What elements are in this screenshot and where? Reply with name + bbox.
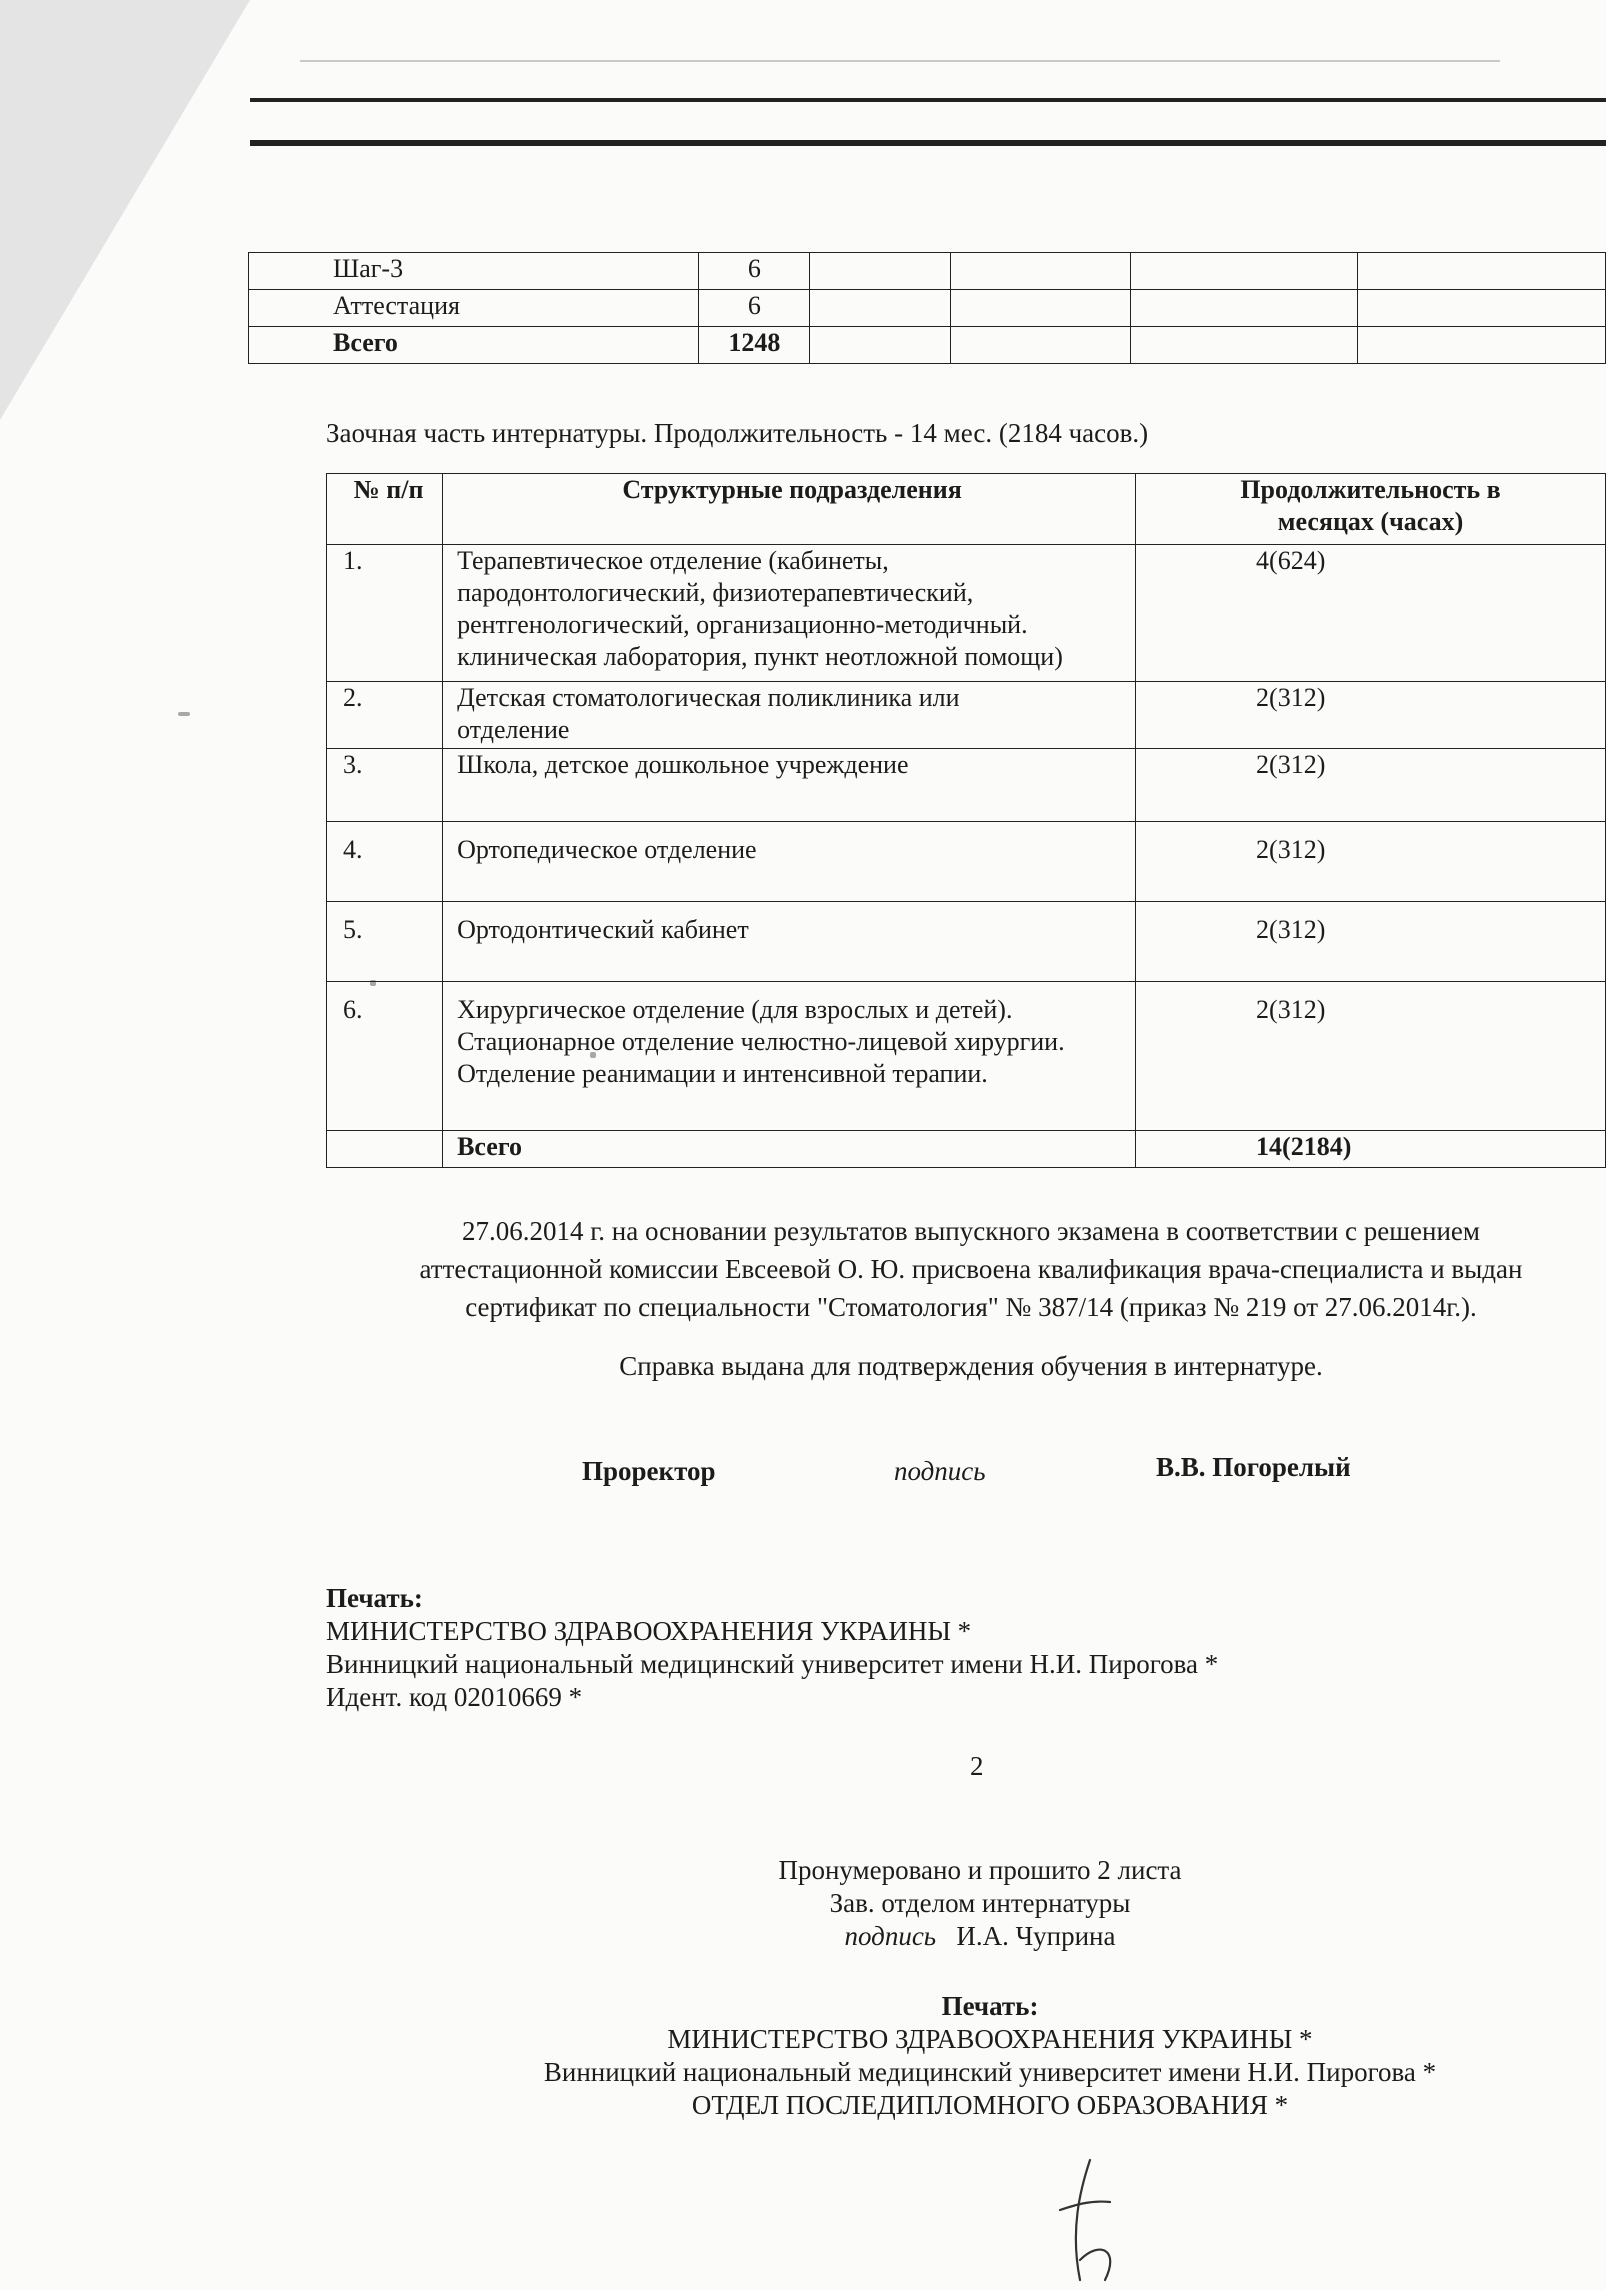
row-dept [443, 902, 1136, 982]
table-cell-empty [1358, 290, 1606, 327]
signature-note: подпись [894, 1456, 986, 1486]
table-row-total [249, 327, 1606, 364]
dept-line: Ортодонтический кабинет [457, 915, 749, 944]
binding-line: Пронумеровано и прошито 2 листа [778, 1855, 1182, 1885]
row-dept [443, 749, 1136, 822]
row-dept [443, 682, 1136, 749]
total-value: 14(2184) [1136, 1131, 1606, 1168]
row-num: 2. [327, 682, 443, 749]
page-number: 2 [970, 1751, 984, 1781]
row-num: 1. [327, 545, 443, 682]
decision-line: 27.06.2014 г. на основании результатов выпускного экзамена в соответствии с решением [462, 1216, 1480, 1246]
row-num: 6. [327, 982, 443, 1131]
stamp-line: ОТДЕЛ ПОСЛЕДИПЛОМНОГО ОБРАЗОВАНИЯ * [691, 2090, 1289, 2120]
scan-edge-line [250, 98, 1606, 102]
dept-line: клиническая лаборатория, пункт неотложной помощи) [457, 642, 1063, 671]
table-row [327, 902, 1606, 982]
dept-line: Ортопедическое отделение [457, 835, 757, 864]
table-cell-label: Всего [249, 327, 699, 364]
stamp-line: Винницкий национальный медицинский университет имени Н.И. Пирогова * [326, 1649, 1219, 1679]
header-duration-line: месяцах (часах) [1277, 507, 1464, 536]
binding-name: И.А. Чуприна [956, 1921, 1116, 1951]
table-row [249, 290, 1606, 327]
table-row [327, 822, 1606, 902]
stamp-line: Идент. код 02010669 * [326, 1682, 583, 1712]
scan-dust-mark [178, 712, 190, 716]
dept-line: Стационарное отделение челюстно-лицевой хирургии. [457, 1027, 1065, 1056]
binding-note [700, 1854, 1260, 1953]
binding-sign-note: подпись [844, 1921, 937, 1951]
extramural-table [326, 473, 1606, 1168]
dept-line: рентгенологический, организационно-методичный. [457, 610, 1028, 639]
table-cell-empty [950, 290, 1130, 327]
scan-edge-line [250, 140, 1606, 146]
total-label: Всего [443, 1131, 1136, 1168]
table-cell-value: 6 [699, 290, 810, 327]
internship-hours-table [248, 252, 1606, 364]
row-duration: 2(312) [1136, 822, 1606, 902]
row-num: 3. [327, 749, 443, 822]
signatory-position: Проректор [582, 1456, 716, 1486]
row-num: 5. [327, 902, 443, 982]
header-duration-line: Продолжительность в [1240, 475, 1501, 504]
row-dept [443, 545, 1136, 682]
row-num: 4. [327, 822, 443, 902]
dept-line: Терапевтическое отделение (кабинеты, [457, 546, 889, 575]
decision-line: сертификат по специальности "Стоматология" № 387/14 (приказ № 219 от 27.06.2014г.). [465, 1292, 1477, 1322]
table-cell-empty [1130, 290, 1358, 327]
dept-line: Детская стоматологическая поликлиника или [457, 683, 960, 712]
table-cell-empty [1130, 327, 1358, 364]
row-dept [443, 982, 1136, 1131]
row-duration: 2(312) [1136, 902, 1606, 982]
row-num-empty [327, 1131, 443, 1168]
dept-line: отделение [457, 715, 570, 744]
header-duration [1136, 474, 1606, 545]
row-duration: 2(312) [1136, 682, 1606, 749]
table-row-total [327, 1131, 1606, 1168]
header-dept: Структурные подразделения [443, 474, 1136, 545]
handwritten-signature [1050, 2150, 1150, 2290]
row-duration: 2(312) [1136, 982, 1606, 1131]
dept-line: Хирургическое отделение (для взрослых и детей). [457, 995, 1013, 1024]
row-dept [443, 822, 1136, 902]
table-cell-label: Аттестация [249, 290, 699, 327]
extramural-caption: Заочная часть интернатуры. Продолжительность - 14 мес. (2184 часов.) [326, 418, 1149, 448]
dept-line: Отделение реанимации и интенсивной терапии. [457, 1059, 988, 1088]
table-cell-empty [810, 290, 951, 327]
table-row [327, 682, 1606, 749]
stamp-line: МИНИСТЕРСТВО ЗДРАВООХРАНЕНИЯ УКРАИНЫ * [667, 2024, 1313, 2054]
row-duration: 2(312) [1136, 749, 1606, 822]
stamp-title: Печать: [941, 1991, 1039, 2021]
stamp-block [326, 1582, 1218, 1714]
binding-signature [700, 1920, 1260, 1953]
table-row [327, 749, 1606, 822]
table-cell-empty [1130, 253, 1358, 290]
row-duration: 4(624) [1136, 545, 1606, 682]
table-cell-label: Шаг-3 [249, 253, 699, 290]
stamp-line: Винницкий национальный медицинский университет имени Н.И. Пирогова * [543, 2057, 1437, 2087]
table-row [327, 982, 1606, 1131]
table-cell-empty [810, 253, 951, 290]
table-cell-value: 6 [699, 253, 810, 290]
table-cell-empty [1358, 327, 1606, 364]
certificate-purpose: Справка выдана для подтверждения обучения в интернатуре. [619, 1351, 1323, 1381]
table-cell-value: 1248 [699, 327, 810, 364]
binding-line: Зав. отделом интернатуры [829, 1888, 1131, 1918]
stamp-line: МИНИСТЕРСТВО ЗДРАВООХРАНЕНИЯ УКРАИНЫ * [326, 1616, 972, 1646]
signatory-name: В.В. Погорелый [1156, 1452, 1351, 1482]
dept-line: пародонтологический, физиотерапевтический, [457, 578, 974, 607]
table-row [327, 545, 1606, 682]
stamp-title: Печать: [326, 1583, 423, 1613]
stamp-block [420, 1990, 1560, 2122]
scan-shadow-corner [0, 0, 250, 420]
table-cell-empty [810, 327, 951, 364]
table-cell-empty [1358, 253, 1606, 290]
scan-faint-line [300, 60, 1500, 62]
table-row [249, 253, 1606, 290]
table-cell-empty [950, 327, 1130, 364]
qualification-decision [326, 1212, 1606, 1326]
table-cell-empty [950, 253, 1130, 290]
decision-line: аттестационной комиссии Евсеевой О. Ю. присвоена квалификация врача-специалиста и выдан [419, 1254, 1523, 1284]
header-num: № п/п [327, 474, 443, 545]
table-header-row [327, 474, 1606, 545]
dept-line: Школа, детское дошкольное учреждение [457, 750, 909, 779]
